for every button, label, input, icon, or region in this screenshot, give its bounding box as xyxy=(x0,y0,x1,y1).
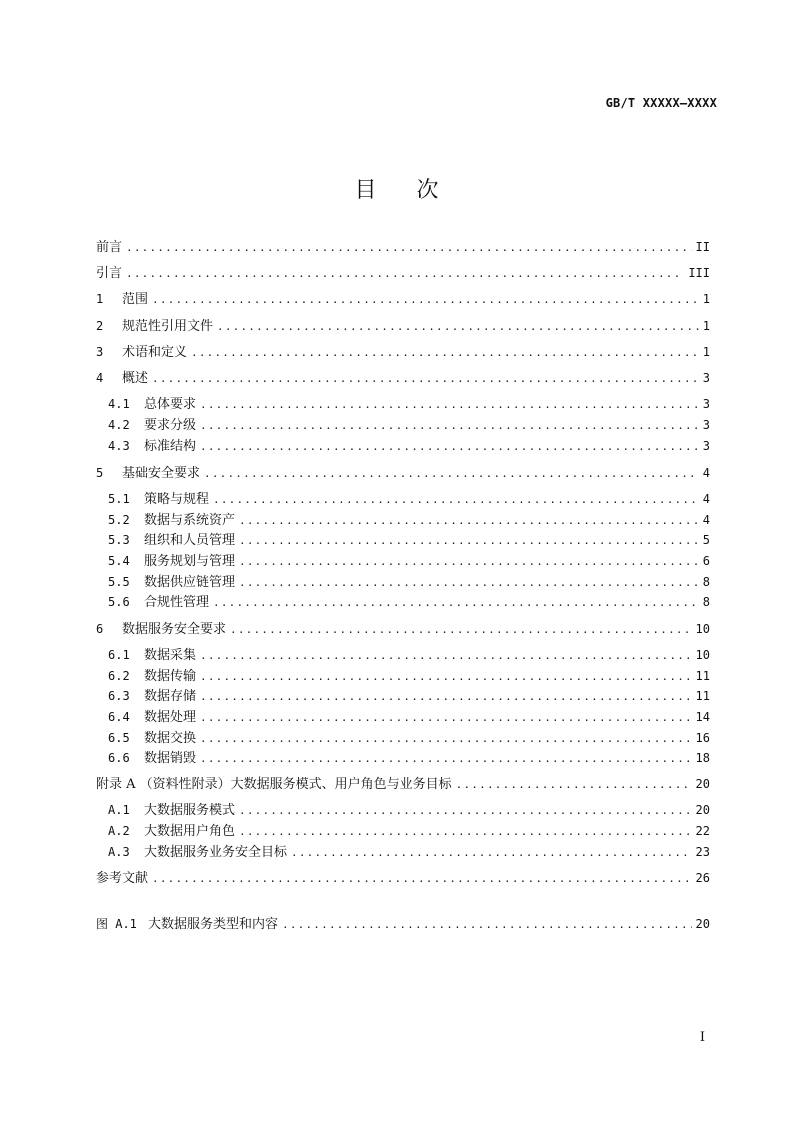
toc-leader-dots xyxy=(217,317,699,337)
toc-leader-dots xyxy=(204,464,699,484)
toc-entry-number: 5.2 xyxy=(108,513,130,527)
toc-entry-label: 数据服务安全要求 xyxy=(122,622,227,637)
toc-entry-label: 数据销毁 xyxy=(144,751,197,766)
toc-entry-number: 4.2 xyxy=(108,418,130,432)
toc-entry-label: 数据交换 xyxy=(144,731,197,746)
toc-entry-page: 23 xyxy=(695,845,710,859)
toc-entry-page: 5 xyxy=(702,533,710,547)
toc-entry-number: 5.1 xyxy=(108,492,130,506)
toc-entry-page: 4 xyxy=(702,466,710,480)
toc-entry-number: 6 xyxy=(96,622,104,636)
toc-entry-label: 范围 xyxy=(122,292,149,307)
toc-entry-page: 10 xyxy=(695,648,710,662)
toc-entry-number: 1 xyxy=(96,292,104,306)
toc-entry-label: 策略与规程 xyxy=(144,492,210,507)
toc-entry-page: 8 xyxy=(702,575,710,589)
toc-subentry[interactable] xyxy=(96,800,710,820)
toc-entry-number: 6.3 xyxy=(108,689,130,703)
toc-entry-label: 数据与系统资产 xyxy=(144,513,236,528)
toc-entry-number: 6.5 xyxy=(108,731,130,745)
toc-leader-dots xyxy=(239,573,699,593)
toc-entry-label: 数据传输 xyxy=(144,669,197,684)
toc-leader-dots xyxy=(191,343,699,363)
toc-leader-dots xyxy=(239,801,692,821)
toc-leader-dots xyxy=(126,264,684,284)
toc-subentry[interactable] xyxy=(96,592,710,612)
toc-entry-number: 6.2 xyxy=(108,669,130,683)
toc-entry-label: 规范性引用文件 xyxy=(122,319,214,334)
toc-leader-dots xyxy=(456,775,692,795)
toc-entry-page: 6 xyxy=(702,554,710,568)
toc-leader-dots xyxy=(282,915,692,935)
toc-entry-page: 16 xyxy=(695,731,710,745)
toc-entry-label: 合规性管理 xyxy=(144,595,210,610)
toc-leader-dots xyxy=(200,749,692,769)
toc-subentry[interactable] xyxy=(96,842,710,862)
toc-entry-number: A.2 xyxy=(108,824,130,838)
toc-entry-label: 引言 xyxy=(96,266,123,281)
toc-entry[interactable] xyxy=(96,463,710,483)
toc-entry-label: 数据存储 xyxy=(144,689,197,704)
toc-entry-page: 3 xyxy=(702,397,710,411)
toc-entry-label: 大数据用户角色 xyxy=(144,824,236,839)
toc-entry-label: 大数据服务模式 xyxy=(144,803,236,818)
toc-entry-page: 11 xyxy=(695,669,710,683)
toc-entry-label: 附录 A （资料性附录）大数据服务模式、用户角色与业务目标 xyxy=(96,777,452,792)
toc-entry-label: 服务规划与管理 xyxy=(144,554,236,569)
toc-leader-dots xyxy=(152,869,692,889)
toc-entry-label: 数据处理 xyxy=(144,710,197,725)
toc-leader-dots xyxy=(200,395,699,415)
toc-entry-page: 22 xyxy=(695,824,710,838)
toc-entry-label: 数据采集 xyxy=(144,648,197,663)
toc-leader-dots xyxy=(239,822,692,842)
standard-code: GB/T XXXXX—XXXX xyxy=(605,96,717,110)
toc-entry-label: 大数据服务业务安全目标 xyxy=(144,845,288,860)
toc-leader-dots xyxy=(291,843,692,863)
toc-leader-dots xyxy=(200,416,699,436)
toc-leader-dots xyxy=(239,552,699,572)
toc-subentry[interactable] xyxy=(96,728,710,748)
toc-entry-label: 基础安全要求 xyxy=(122,466,201,481)
toc-entry-number: 6.6 xyxy=(108,751,130,765)
toc-entry-label: 组织和人员管理 xyxy=(144,533,236,548)
toc-entry-number: 4.3 xyxy=(108,439,130,453)
toc-entry-page: III xyxy=(688,266,710,280)
toc-subentry[interactable] xyxy=(96,645,710,665)
toc-entry-number: 6.1 xyxy=(108,648,130,662)
toc-subentry[interactable] xyxy=(96,489,710,509)
toc-entry-label: 参考文献 xyxy=(96,871,149,886)
toc-entry-number: 4 xyxy=(96,371,104,385)
toc-entry-page: 3 xyxy=(702,371,710,385)
toc-leader-dots xyxy=(230,620,692,640)
toc-entry[interactable] xyxy=(96,368,710,388)
toc-entry-page: II xyxy=(695,240,710,254)
toc-leader-dots xyxy=(152,290,699,310)
toc-entry[interactable] xyxy=(96,316,710,336)
toc-leader-dots xyxy=(200,729,692,749)
toc-entry-number: 5.6 xyxy=(108,595,130,609)
toc-subentry[interactable] xyxy=(96,436,710,456)
toc-entry[interactable] xyxy=(96,868,710,888)
toc-entry-label: 标准结构 xyxy=(144,439,197,454)
toc-entry-page: 20 xyxy=(695,803,710,817)
toc-entry-label: 概述 xyxy=(122,371,149,386)
toc-entry-label: 要求分级 xyxy=(144,418,197,433)
toc-entry-page: 1 xyxy=(702,345,710,359)
toc-entry-page: 4 xyxy=(702,492,710,506)
toc-leader-dots xyxy=(200,687,692,707)
toc-entry-number: 5 xyxy=(96,466,104,480)
figure-entry[interactable] xyxy=(96,914,710,934)
toc-leader-dots xyxy=(200,667,692,687)
toc-entry-page: 18 xyxy=(695,751,710,765)
toc-entry-number: 3 xyxy=(96,345,104,359)
toc-entry-page: 1 xyxy=(702,292,710,306)
toc-entry-number: 6.4 xyxy=(108,710,130,724)
toc-leader-dots xyxy=(126,238,692,258)
toc-subentry[interactable] xyxy=(96,510,710,530)
toc-subentry[interactable] xyxy=(96,394,710,414)
toc-entry-page: 1 xyxy=(702,319,710,333)
toc-subentry[interactable] xyxy=(96,707,710,727)
toc-entry-page: 4 xyxy=(702,513,710,527)
toc-entry-page: 8 xyxy=(702,595,710,609)
toc-entry[interactable] xyxy=(96,619,710,639)
toc-leader-dots xyxy=(200,437,699,457)
toc-entry-page: 10 xyxy=(695,622,710,636)
toc-entry-number: 2 xyxy=(96,319,104,333)
toc-entry-page: 14 xyxy=(695,710,710,724)
toc-entry-number: 5.5 xyxy=(108,575,130,589)
toc-leader-dots xyxy=(213,593,699,613)
toc-entry-label: 前言 xyxy=(96,240,123,255)
toc-entry[interactable] xyxy=(96,237,710,257)
toc-entry-page: 20 xyxy=(695,777,710,791)
toc-entry-page: 11 xyxy=(695,689,710,703)
toc-subentry[interactable] xyxy=(96,821,710,841)
toc-entry-page: 26 xyxy=(695,871,710,885)
toc-entry-number: 5.3 xyxy=(108,533,130,547)
toc-leader-dots xyxy=(239,511,699,531)
toc-subentry[interactable] xyxy=(96,551,710,571)
page-title: 目次 xyxy=(354,178,479,203)
toc-subentry[interactable] xyxy=(96,415,710,435)
toc-entry[interactable] xyxy=(96,342,710,362)
toc-leader-dots xyxy=(200,646,692,666)
toc-subentry[interactable] xyxy=(96,572,710,592)
toc-entry-number: 5.4 xyxy=(108,554,130,568)
toc-entry-number: 4.1 xyxy=(108,397,130,411)
toc-entry-page: 3 xyxy=(702,439,710,453)
toc-entry-appendix[interactable] xyxy=(96,774,710,794)
figure-entry-label: 大数据服务类型和内容 xyxy=(148,917,279,932)
toc-subentry[interactable] xyxy=(96,666,710,686)
toc-leader-dots xyxy=(152,369,699,389)
toc-subentry[interactable] xyxy=(96,530,710,550)
toc-subentry[interactable] xyxy=(96,686,710,706)
toc-entry[interactable] xyxy=(96,263,710,283)
toc-subentry[interactable] xyxy=(96,748,710,768)
figure-entry-number: 图 A.1 xyxy=(96,917,137,931)
toc-entry-number: A.1 xyxy=(108,803,130,817)
toc-leader-dots xyxy=(213,490,699,510)
figure-entry-page: 20 xyxy=(695,917,710,931)
toc-entry-label: 数据供应链管理 xyxy=(144,575,236,590)
toc-entry-label: 总体要求 xyxy=(144,397,197,412)
toc-leader-dots xyxy=(200,708,692,728)
toc-leader-dots xyxy=(239,531,699,551)
toc-entry[interactable] xyxy=(96,289,710,309)
toc-entry-number: A.3 xyxy=(108,845,130,859)
toc-entry-page: 3 xyxy=(702,418,710,432)
toc-entry-label: 术语和定义 xyxy=(122,345,188,360)
page-number: I xyxy=(699,1030,705,1045)
